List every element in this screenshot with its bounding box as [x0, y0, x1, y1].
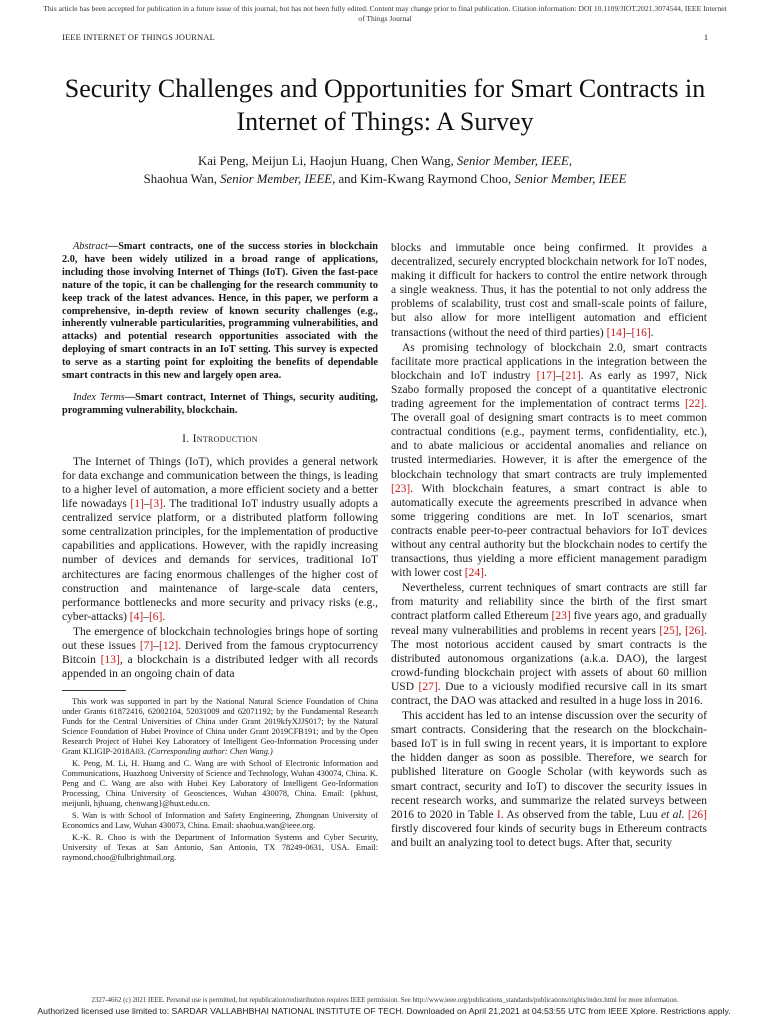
author-list: [40, 152, 730, 188]
citation-link[interactable]: [4]: [129, 610, 144, 623]
abstract-text: —Smart contracts, one of the success stories in blockchain 2.0, have been widely utilized in a broad range of applications, including those involving Internet of Things (IoT). Given the fast-pace nature of the topic, it can be challenging for the research community to keep track of the latest advances. Hence, in this paper, we perform a comprehensive, in-depth review of known security challenges (e.g., inherently vulnerable particularities, programming vulnerabilities, and attacks) and potential research opportunities associated with the deploying of smart contracts in an IoT setting. This survey is expected to serve as a starting point for exploiting the benefits of dependable smart contracts in this new and largely open area.: [62, 241, 378, 382]
abstract: [62, 241, 378, 383]
abstract-label: Abstract: [73, 241, 108, 252]
footnote-affiliation-zuel: S. Wan is with School of Information and Safety Engineering, Zhongnan University of Economics and Law, Wuhan 430073, China. Email: shaohua.wan@ieee.org.: [62, 811, 378, 831]
table-reference-link[interactable]: I: [496, 808, 501, 821]
citation-link[interactable]: [24]: [464, 567, 484, 580]
paragraph-3: blocks and immutable once being confirmed. It provides a decentralized, securely encrypted blockchain network for IoT nodes, making it difficult for hackers to control the entire network through a single weakness. Thus, it has the potential to not only address the problems of scalability, trust cost and small-scale points of failure, but also allow for more intelligent automation and efficient transactions (without the need of third parties) [14]–[16].: [391, 242, 707, 339]
left-column: [62, 241, 378, 865]
citation-link[interactable]: [17]: [536, 369, 556, 382]
author-line-2: [40, 170, 730, 188]
copyright-line: 2327-4662 (c) 2021 IEEE. Personal use is permitted, but republication/redistribution requires IEEE permission. See http://www.ieee.org/publications_standards/publications/rights/index.html for more information.: [91, 997, 679, 1004]
author-role-1: Senior Member, IEEE,: [456, 154, 573, 168]
citation-link[interactable]: [26]: [687, 808, 708, 821]
citation-link[interactable]: [23]: [391, 482, 411, 495]
author-role-wan: Senior Member, IEEE,: [220, 172, 336, 186]
author-role-choo: Senior Member, IEEE: [514, 172, 627, 186]
authorized-use-line: Authorized licensed use limited to: SARDAR VALLABHBHAI NATIONAL INSTITUTE OF TECH. Downloaded on April 21,2021 at 04:53:55 UTC from IEEE Xplore. Restrictions apply.: [37, 1006, 731, 1016]
citation-link[interactable]: [25]: [659, 624, 679, 637]
citation-link[interactable]: [27]: [418, 680, 438, 693]
citation-link[interactable]: [6]: [148, 610, 163, 623]
author-name-choo: and Kim-Kwang Raymond Choo,: [338, 172, 512, 186]
citation-link[interactable]: [22]: [684, 398, 705, 411]
citation-link[interactable]: [12]: [159, 640, 179, 652]
footnote-funding: This work was supported in part by the National Natural Science Foundation of China under Grants 61872416, 62002104, 52031009 and 62071192; by the Fundamental Research Funds for the Central Universities of China under Grant 2019kfyXJJS017; by the Natural Science Foundation of Hubei Province of China under Grant 2019CFB191; and by the Open Research Project of Hubei Key Laboratory of Intelligent Geo-Information Processing under Grant KLIGIP-2018A03. (Corresponding author: Chen Wang.): [62, 697, 378, 757]
paper-title: Security Challenges and Opportunities for Smart Contracts in Internet of Things: A Survey: [64, 74, 706, 136]
right-column: [391, 241, 707, 851]
citation-link[interactable]: [1]: [130, 498, 144, 511]
author-line-1: [40, 152, 730, 170]
publication-notice: This article has been accepted for publication in a future issue of this journal, but has not been fully edited. Content may change prior to final publication. Citation information: DOI 10.1109/JIOT.2021.3074544, IEEE Internet of Things Journal: [43, 4, 727, 23]
paragraph-1: The Internet of Things (IoT), which provides a general network for data exchange and communication between the things, is leading to a higher level of automation, a more efficient society and a better life nowadays [1]–[3]. The traditional IoT industry usually adopts a centralized service platform, or a distributed platform following some centralization principles, for the implementation of productive capabilities and applications. However, with the rapidly increasing number of devices and demands for services, traditional IoT architectures are facing enormous challenges of the higher cost of construction and maintenance of large-scale data centers, performance bottlenecks and more security and privacy risks (e.g., cyber-attacks) [4]–[6].: [62, 455, 378, 623]
footnote-affiliation-utsa: K.-K. R. Choo is with the Department of Information Systems and Cyber Security, University of Texas at San Antonio, San Antonio, TX 78249-0631, USA. Email: raymond.choo@fulbrightmail.org.: [62, 833, 378, 863]
paragraph-6: This accident has led to an intense discussion over the security of smart contracts. Considering that the research on the blockchain-based IoT is in full swing in recent years, it is important to explore the hidden danger as soon as possible. Therefore, we search for published literature on Google Scholar (with keywords such as smart contract, security and IoT) to discover the security issues in recent research works, and summarize the related surveys between 2016 to 2020 in Table I. As observed from the table, Luu et al. [26] firstly discovered four kinds of security bugs in Ethereum contracts and built an analyzing tool to detect bugs. After that, security: [391, 710, 708, 849]
running-header: [62, 33, 708, 45]
index-terms: [62, 392, 378, 418]
citation-link[interactable]: [21]: [561, 369, 581, 382]
citation-link[interactable]: [16]: [631, 326, 651, 339]
footnote-affiliation-hust: K. Peng, M. Li, H. Huang and C. Wang are with School of Electronic Information and Communications, Huazhong University of Science and Technology, Wuhan 430074, China. K. Peng and C. Wang are also with Hubei Key Laboratory of Intelligent Geo-Information Processing, China University of Geosciences, Wuhan 430078, China. Email: {pkhust, meijunli, hjhuang, chenwang}@hust.edu.cn.: [62, 759, 378, 809]
citation-link[interactable]: [7]: [139, 640, 154, 652]
author-names-1: Kai Peng, Meijun Li, Haojun Huang, Chen Wang,: [197, 154, 454, 168]
citation-link[interactable]: [26]: [684, 624, 705, 637]
page-number: 1: [703, 33, 708, 42]
paragraph-2: The emergence of blockchain technologies brings hope of sorting out these issues [7]–[12]. Derived from the famous cryptocurrency Bitcoin [13], a blockchain is a distributed ledger with all records appended in an ongoing chain of data: [62, 625, 378, 681]
section-heading-introduction: I. Introduction: [182, 432, 258, 445]
footnote-divider: [62, 690, 126, 691]
citation-link[interactable]: [23]: [551, 610, 571, 623]
author-name-wan: Shaohua Wan,: [143, 172, 217, 186]
index-terms-text: —Smart contract, Internet of Things, security auditing, programming vulnerability, blockchain.: [62, 391, 378, 416]
paragraph-4: As promising technology of blockchain 2.0, smart contracts facilitate more practical applications in the integration between the blockchain and IoT industry [17]–[21]. As early as 1997, Nick Szabo formally proposed the concept of a quantitative electronic trading agreement for the implementation of contract terms [22]. The overall goal of designing smart contracts is to meet common contractual conditions (e.g., payment terms, confidentiality, etc.), and to abate malicious or accidental anomalies and reliance on trusted intermediaries. However, it is after the emergence of the blockchain technology that smart contracts are truly implemented [23]. With blockchain features, a smart contract is able to automatically execute the agreements prescribed in advance when some triggering conditions are met. In IoT scenarios, smart contracts enable peer-to-peer contractual behaviors for IoT devices without any central authority but the blockchain nodes to certify the transactions, thus yielding a more efficient management paradigm with lower cost [24].: [391, 341, 707, 580]
index-terms-label: Index Terms: [73, 391, 125, 403]
paragraph-5: Nevertheless, current techniques of smart contracts are still far from maturity and reliability since the birth of the first smart contract platform called Ethereum [23] five years ago, and gradually reveal many vulnerabilities and problems in recent years [25], [26]. The most notorious accident caused by smart contracts is the distributed autonomous organizations (a.k.a. DAO), the largest crowd-funding blockchain project with assets of about 60 million USD [27]. Due to a viciously modified recursive call in its smart contract, the DAO was attacked and resulted in a huge loss in 2016.: [391, 582, 707, 707]
citation-link[interactable]: [13]: [100, 654, 120, 667]
citation-link[interactable]: [3]: [149, 498, 163, 511]
citation-link[interactable]: [14]: [606, 326, 626, 339]
journal-name: IEEE INTERNET OF THINGS JOURNAL: [62, 33, 215, 42]
